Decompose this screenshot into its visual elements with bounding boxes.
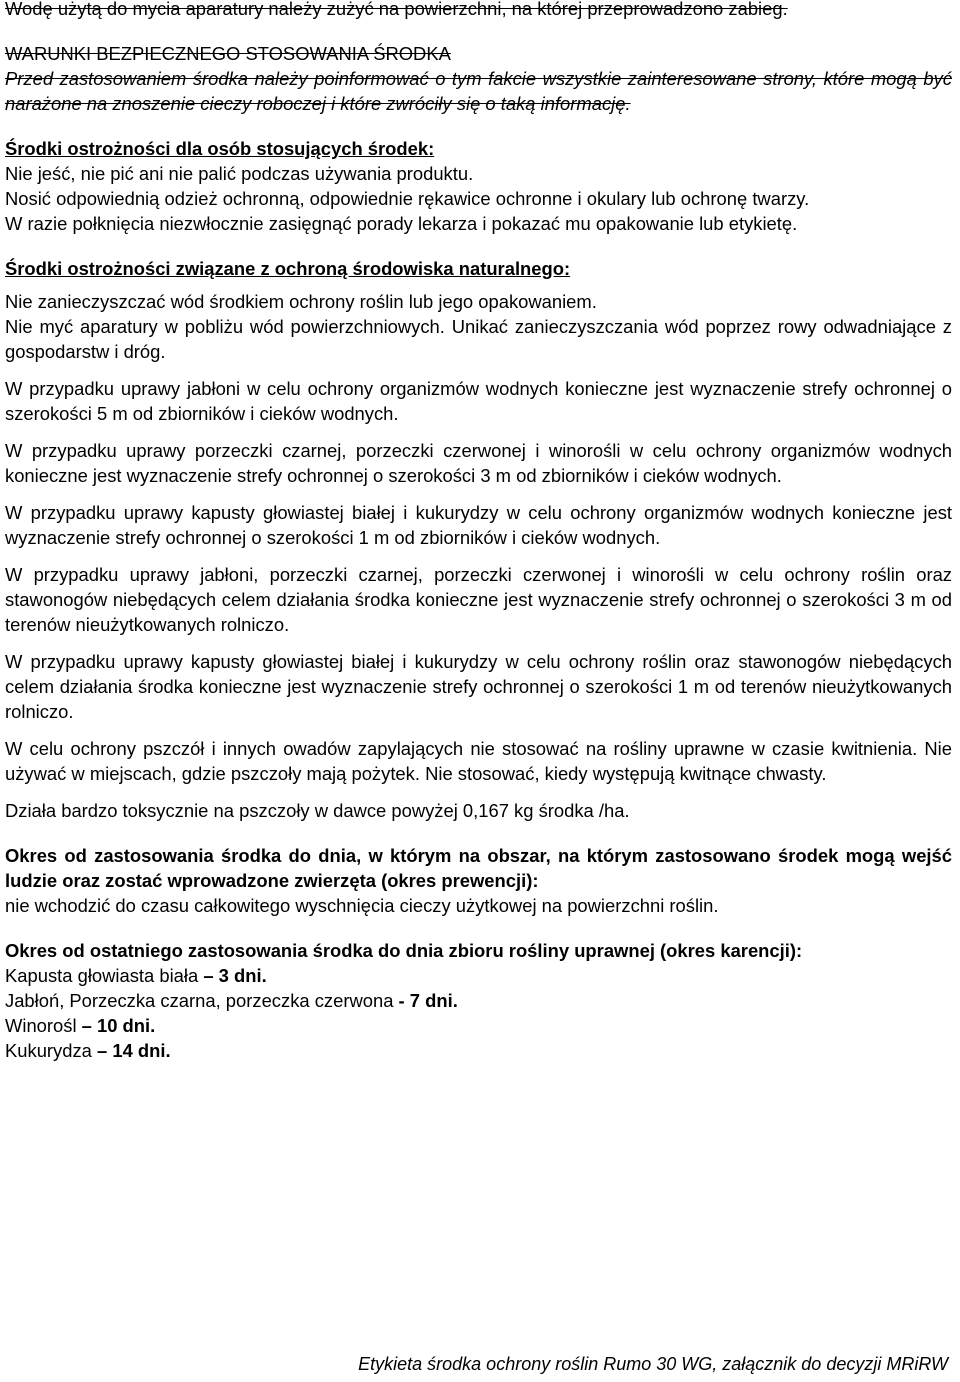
karencja-period: – 10 dni.	[81, 1015, 156, 1036]
paragraph-3: W przypadku uprawy kapusty głowiastej białej i kukurydzy w celu ochrony organizmów wodnych konieczne jest wyznaczenie strefy ochronnej o szerokości 1 m od zbiorników i cieków wodnych.	[5, 502, 952, 548]
paragraph-5: W przypadku uprawy kapusty głowiastej białej i kukurydzy w celu ochrony roślin oraz stawonogów niebędących celem działania środka konieczne jest wyznaczenie strefy ochronnej o szerokości 1 m od terenów nieużytkowanych rolniczo.	[5, 651, 952, 722]
paragraph-2: W przypadku uprawy porzeczki czarnej, porzeczki czerwonej i winorośli w celu ochrony organizmów wodnych konieczne jest wyznaczenie strefy ochronnej o szerokości 3 m od zbiorników i cieków wodnych.	[5, 440, 952, 486]
paragraph-7: Działa bardzo toksycznie na pszczoły w dawce powyżej 0,167 kg środka /ha.	[5, 800, 630, 821]
karencja-crop: Kapusta głowiasta biała	[5, 965, 204, 986]
users-heading: Środki ostrożności dla osób stosujących środek:	[5, 138, 435, 159]
page-footer: Etykieta środka ochrony roślin Rumo 30 WG, załącznik do decyzji MRiRW	[358, 1354, 948, 1374]
users-line-1: Nie jeść, nie pić ani nie palić podczas używania produktu.	[5, 163, 474, 184]
env-line-2: Nie myć aparatury w pobliżu wód powierzchniowych. Unikać zanieczyszczania wód poprzez rowy odwadniające z gospodarstw i dróg.	[5, 316, 952, 362]
karencja-heading: Okres od ostatniego zastosowania środka do dnia zbioru rośliny uprawnej (okres karencji):	[5, 940, 803, 961]
users-line-3: W razie połknięcia niezwłocznie zasięgnąć porady lekarza i pokazać mu opakowanie lub etykietę.	[5, 213, 798, 234]
paragraph-4: W przypadku uprawy jabłoni, porzeczki czarnej, porzeczki czerwonej i winorośli w celu ochrony roślin oraz stawonogów niebędących celem działania środka konieczne jest wyznaczenie strefy ochronnej o szerokości 3 m od terenów nieużytkowanych rolniczo.	[5, 564, 952, 635]
karencja-period: – 14 dni.	[97, 1040, 171, 1061]
karencja-crop: Kukurydza	[5, 1040, 97, 1061]
paragraph-6: W celu ochrony pszczół i innych owadów zapylających nie stosować na rośliny uprawne w czasie kwitnienia. Nie używać w miejscach, gdzie pszczoły mają pożytek. Nie stosować, kiedy występują kwitnące chwasty.	[5, 738, 952, 784]
env-line-1: Nie zanieczyszczać wód środkiem ochrony roślin lub jego opakowaniem.	[5, 291, 597, 312]
karencja-item	[5, 988, 952, 1013]
paragraph-1: W przypadku uprawy jabłoni w celu ochrony organizmów wodnych konieczne jest wyznaczenie strefy ochronnej o szerokości 5 m od zbiorników i cieków wodnych.	[5, 378, 952, 424]
prewencja-heading: Okres od zastosowania środka do dnia, w którym na obszar, na którym zastosowano środek mogą wejść ludzie oraz zostać wprowadzone zwierzęta (okres prewencji):	[5, 845, 952, 891]
karencja-crop: Winorośl	[5, 1015, 82, 1036]
safety-heading: WARUNKI BEZPIECZNEGO STOSOWANIA ŚRODKA	[5, 43, 451, 64]
top-line: Wodę użytą do mycia aparatury należy zużyć na powierzchni, na której przeprowadzono zabieg.	[5, 0, 788, 19]
karencja-period: - 7 dni.	[398, 990, 458, 1011]
safety-text: Przed zastosowaniem środka należy poinformować o tym fakcie wszystkie zainteresowane strony, które mogą być narażone na znoszenie cieczy roboczej i które zwróciły się o taką informację.	[5, 68, 952, 114]
label-document	[5, 0, 952, 1063]
karencja-item	[5, 963, 952, 988]
karencja-item	[5, 1013, 952, 1038]
karencja-crop: Jabłoń, Porzeczka czarna, porzeczka czerwona	[5, 990, 399, 1011]
karencja-item	[5, 1038, 952, 1063]
env-heading: Środki ostrożności związane z ochroną środowiska naturalnego:	[5, 258, 571, 279]
users-line-2: Nosić odpowiednią odzież ochronną, odpowiednie rękawice ochronne i okulary lub ochronę twarzy.	[5, 188, 810, 209]
prewencja-text: nie wchodzić do czasu całkowitego wyschnięcia cieczy użytkowej na powierzchni roślin.	[5, 895, 719, 916]
karencja-period: – 3 dni.	[203, 965, 267, 986]
